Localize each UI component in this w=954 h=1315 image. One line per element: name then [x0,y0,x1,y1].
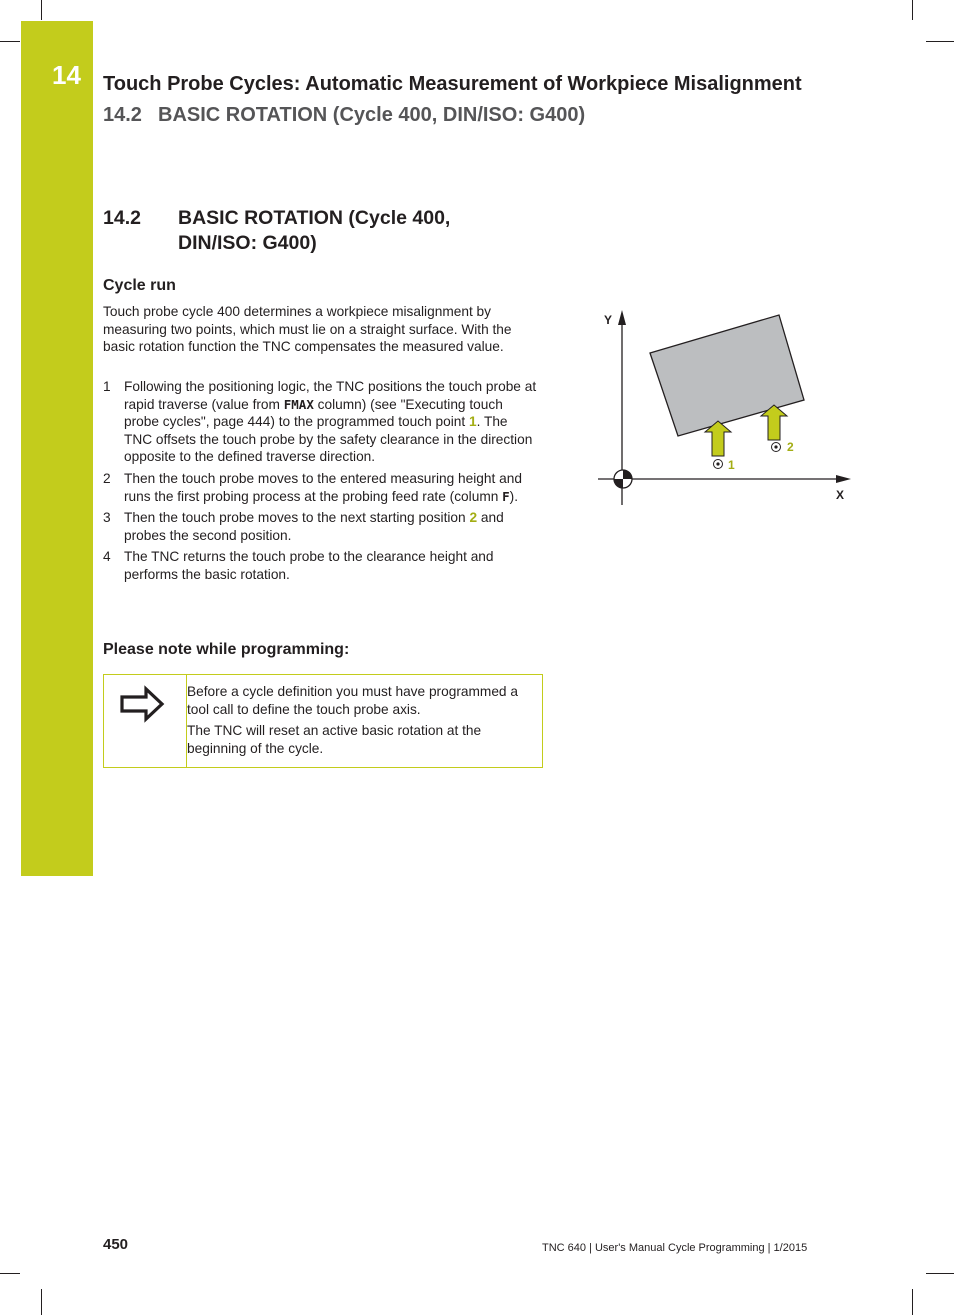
note-text [187,683,537,761]
notes-heading: Please note while programming: [103,641,350,658]
note-item: Before a cycle definition you must have programmed a tool call to define the touch probe axis. [187,684,518,717]
crop-mark [926,1273,954,1274]
x-axis-arrow [836,475,851,483]
basic-rotation-figure [590,305,855,510]
chapter-sidebar [21,21,93,876]
crop-mark [912,0,913,20]
step-number: 3 [103,510,111,526]
crop-mark [0,41,20,42]
point-2-label: 2 [787,440,794,454]
origin-quadrant [623,470,632,479]
step-text: ). [509,488,519,504]
step-number: 2 [103,470,111,486]
step-text: column) (see "Executing touch probe cycles", page 444) to the programmed touch point [124,396,503,430]
x-axis-label: X [836,488,845,502]
step-text: Following the positioning logic, the TNC positions the touch probe at rapid traverse (value from [124,379,537,412]
cycle-steps-list [103,378,538,588]
section-title [178,206,538,256]
step-number: 4 [103,549,111,565]
y-axis-label: Y [604,313,613,327]
crop-mark [926,41,954,42]
running-section-text: BASIC ROTATION (Cycle 400, DIN/ISO: G400) [158,104,586,126]
list-item [103,509,538,544]
cycle-run-intro: Touch probe cycle 400 determines a workpiece misalignment by measuring two points, which must lie on a straight surface. With the basic rotation function the TNC compensates the measured value. [103,304,512,355]
note-item: The TNC will reset an active basic rotation at the beginning of the cycle. [187,723,482,756]
section-number: 14.2 [103,207,141,229]
chapter-title: Touch Probe Cycles: Automatic Measurement of Workpiece Misalignment [103,73,802,95]
list-item [103,470,538,505]
running-section-number: 14.2 [103,104,142,126]
y-axis-arrow [618,310,626,325]
note-box [103,674,543,768]
crop-mark [912,1289,913,1315]
f-code: F [502,488,510,504]
touch-point-2-dot [774,445,777,448]
page-number: 450 [103,1236,129,1253]
step-text: and probes the second position. [124,510,504,543]
note-icon-cell [104,675,187,767]
cycle-run-heading: Cycle run [103,277,176,294]
touch-point-1-dot [716,462,719,465]
fmax-code: FMAX [283,396,314,412]
running-section-title [103,104,585,127]
origin-quadrant [614,479,623,488]
section-title-line2: DIN/ISO: G400) [178,232,317,254]
step-text: Then the touch probe moves to the entered measuring height and runs the first probing process at the probing feed rate (column [124,470,522,504]
crop-mark [41,1289,42,1315]
chapter-number: 14 [52,60,81,90]
list-item [103,378,538,466]
footer-doc-info: TNC 640 | User's Manual Cycle Programming | 1/2015 [542,1242,808,1254]
crop-mark [0,1273,20,1274]
list-item [103,548,538,583]
step-number: 1 [103,379,111,394]
step-text: Then the touch probe moves to the next starting position [124,510,470,526]
step-text: The TNC returns the touch probe to the clearance height and performs the basic rotation. [124,549,494,582]
crop-mark [41,0,42,20]
point-1-label: 1 [728,458,735,472]
step-text: . The TNC offsets the touch probe by the safety clearance in the direction opposite to the defined traverse direction. [124,414,533,465]
touch-point-ref: 1 [468,414,477,430]
section-title-line1: BASIC ROTATION (Cycle 400, [178,207,451,229]
position-ref: 2 [469,510,478,526]
arrow-right-icon [104,675,186,767]
workpiece [650,315,804,436]
